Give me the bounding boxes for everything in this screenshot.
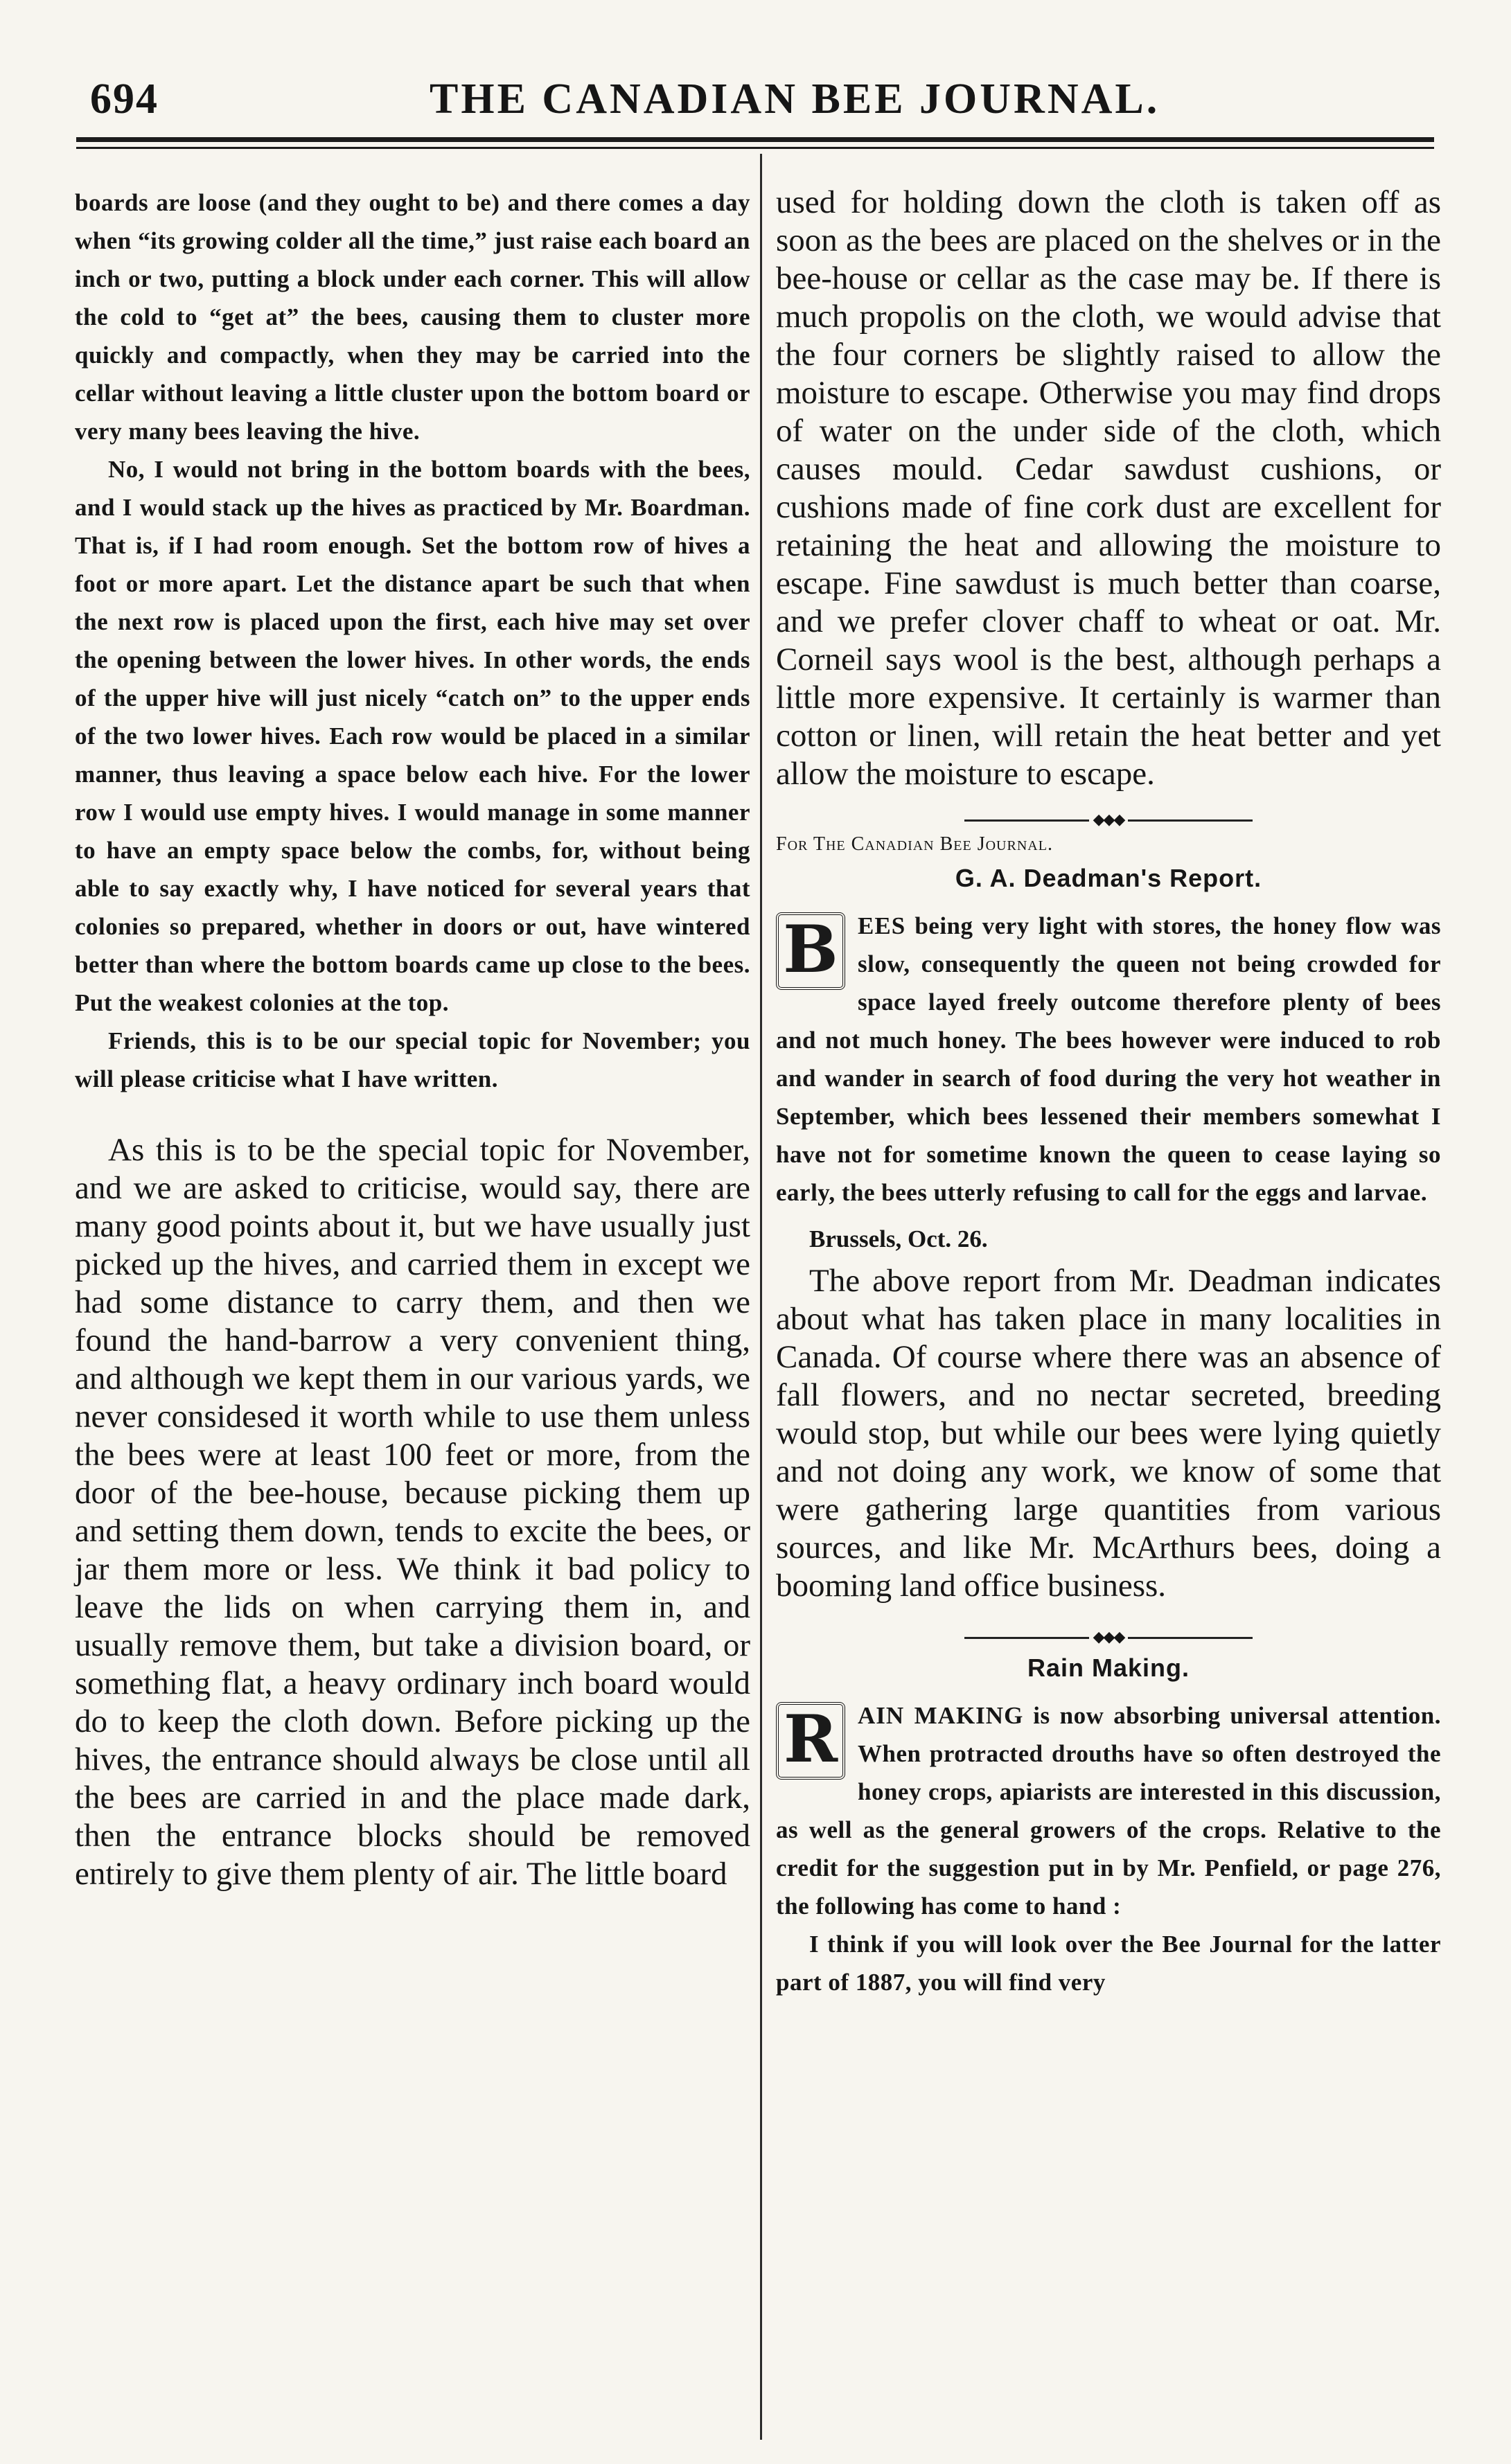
right-column (776, 184, 1441, 2001)
article-title-deadman: G. A. Deadman's Report. (955, 864, 1262, 892)
journal-title: THE CANADIAN BEE JOURNAL. (430, 76, 1160, 123)
dropcap-letter: R (776, 1702, 845, 1780)
deadman-body: being very light with stores, the honey flow was slow, consequently the queen not being crowded for space layed freely outcome therefore plenty of bees and not much honey. The bees however were induced to rob and wander in search of food during the very hot weather in September, which bees lessened their members somewhat I have not for sometime known the queen to cease laying so early, the bees utterly refusing to call for the eggs and larvae. (776, 912, 1441, 1206)
section-separator (776, 1630, 1441, 1645)
left-paragraph-3: Friends, this is to be our special topic for November; you will please criticise what I have written. (75, 1027, 750, 1092)
deadman-report (776, 907, 1441, 1212)
section-separator (776, 813, 1441, 828)
separator-ornament: ◆◆◆ (1093, 811, 1124, 828)
article-byline: For The Canadian Bee Journal. (776, 833, 1053, 855)
spacer (75, 1098, 750, 1131)
rain-making-paragraph-2: I think if you will look over the Bee Journal for the latter part of 1887, you will find very (776, 1931, 1441, 1996)
dateline: Brussels, Oct. 26. (809, 1225, 988, 1252)
separator-ornament: ◆◆◆ (1093, 1629, 1124, 1646)
rain-making-article (776, 1696, 1441, 1925)
rain-making-body: is now absorbing universal attention. When protracted drouths have so often destroyed the honey crops, apiarists are interested in this discussion, as well as the general growers of the crops. Relative to the credit for the suggestion put in by Mr. Penfield, or page 276, the following has come to hand : (776, 1702, 1442, 1920)
left-paragraph-1: boards are loose (and they ought to be) and there comes a day when “its growing colder all the time,” just raise each board an inch or two, putting a block under each corner. This will allow the cold to “get at” the bees, causing them to cluster more quickly and compactly, when they may be carried into the cellar without leaving a little cluster upon the bottom board or very many bees leaving the hive. (75, 189, 750, 445)
right-paragraph-1: used for holding down the cloth is taken off as soon as the bees are placed on the shelves or in the bee-house or cellar as the case may be. If there is much propolis on the cloth, we would advise that the four corners be slightly raised to allow the moisture to escape. Otherwise you may find drops of water on the under side of the cloth, which causes mould. Cedar sawdust cushions, or cushions made of fine cork dust are excellent for retaining the heat and allowing the moisture to escape. Fine sawdust is much better than coarse, and we prefer clover chaff to wheat or oat. Mr. Corneil says wool is the best, although perhaps a little more expensive. It certainly is warmer than cotton or linen, will retain the heat better and yet allow the moisture to escape. (776, 184, 1441, 792)
page-number: 694 (90, 76, 159, 123)
separator-line (964, 1637, 1089, 1639)
separator-line (1128, 1637, 1253, 1639)
column-divider (760, 154, 762, 2440)
dropcap-letter: B (776, 912, 845, 990)
left-column (75, 184, 750, 1893)
first-words: AIN MAKING (858, 1702, 1024, 1729)
article-title-rain-making: Rain Making. (1027, 1654, 1190, 1682)
header-rule-thick (76, 137, 1434, 142)
page-header (90, 75, 1441, 130)
separator-line (964, 819, 1089, 822)
separator-line (1128, 819, 1253, 822)
editor-response: The above report from Mr. Deadman indicates about what has taken place in many localities in Canada. Of course where there was an absence of fall flowers, and no nectar secreted, breeding would stop, but while our bees were lying quietly and not doing any work, we know of some that were gathering large quantities from various sources, and like Mr. McArthurs bees, doing a booming land office business. (776, 1263, 1441, 1604)
header-rule-thin (76, 147, 1434, 149)
first-word: EES (858, 912, 906, 939)
left-paragraph-2: No, I would not bring in the bottom boards with the bees, and I would stack up the hives as practiced by Mr. Boardman. That is, if I had room enough. Set the bottom row of hives a foot or more apart. Let the distance apart be such that when the next row is placed upon the first, each hive may set over the opening between the lower hives. In other words, the ends of the upper hive will just nicely “catch on” to the upper ends of the two lower hives. Each row would be placed in a similar manner, thus leaving a space below each hive. For the lower row I would use empty hives. I would manage in some manner to have an empty space below the combs, for, without being able to say exactly why, I have noticed for several years that colonies so prepared, whether in doors or out, have wintered better than where the bottom boards came up close to the bees. Put the weakest colonies at the top. (75, 456, 750, 1016)
left-paragraph-4: As this is to be the special topic for November, and we are asked to criticise, would say, there are many good points about it, but we have usually just picked up the hives, and carried them in except we had some distance to carry them, and then we found the hand-barrow a very convenient thing, and although we kept them in our various yards, we never considesed it worth while to use them unless the bees were at least 100 feet or more, from the door of the bee-house, because picking them up and setting them down, tends to excite the bees, or jar them more or less. We think it bad policy to leave the lids on when carrying them in, and usually remove them, but take a division board, or something flat, a heavy ordinary inch board would do to keep the cloth down. Before picking up the hives, the entrance should always be close until all the bees are carried in and the place made dark, then the entrance blocks should be removed entirely to give them plenty of air. The little board (75, 1132, 750, 1892)
